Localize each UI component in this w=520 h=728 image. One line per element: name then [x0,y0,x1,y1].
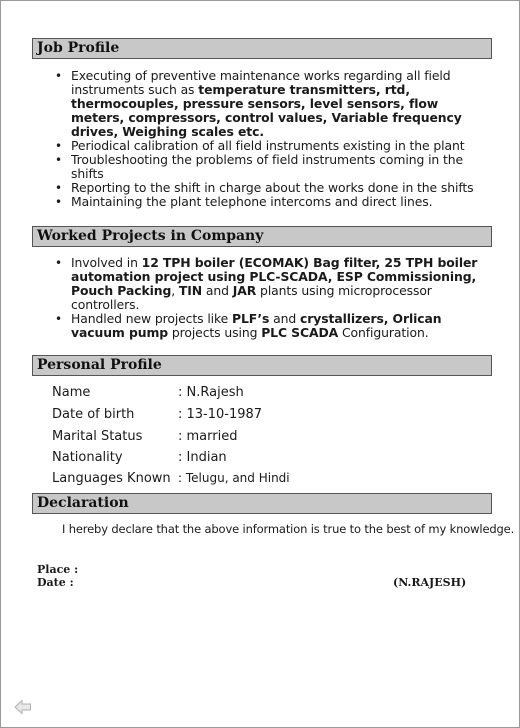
profile-value: : N.Rajesh [178,385,244,400]
worked-projects-list [53,256,493,340]
profile-label: Name [52,385,91,400]
section-heading-personal-profile: Personal Profile [32,355,492,376]
profile-value: : Telugu, and Hindi [178,471,290,485]
text: projects using [168,325,262,340]
text: , [171,283,179,298]
text: Troubleshooting the problems of field instruments coming in the shifts [71,152,464,181]
text: Executing of preventive maintenance works regarding all field instruments such as [71,68,451,97]
bold-text: temperature transmitters, rtd, thermocouples, pressure sensors, level sensors, flow meters, compressors, control values, Variable frequency drives, Weighing scales etc. [71,82,462,139]
signature-name: (N.RAJESH) [393,576,467,589]
profile-label: Languages Known [52,471,171,486]
bold-text: crystallizers, Orlican vacuum pump [71,311,442,340]
text: Periodical calibration of all field instruments existing in the plant [71,138,465,153]
section-heading-declaration: Declaration [32,493,492,514]
section-heading-job-profile: Job Profile [32,38,492,59]
text: Handled new projects like [71,311,233,326]
bullet-item [53,139,493,153]
bold-text: PLC SCADA [261,325,339,340]
bold-text: 12 TPH boiler (ECOMAK) Bag filter, 25 TPH boiler automation project using PLC-SCADA, ESP Commissioning, Pouch Packing [71,255,478,298]
bullet-item [53,181,493,195]
section-heading-worked-projects: Worked Projects in Company [32,226,492,247]
declaration-text: I hereby declare that the above information is true to the best of my knowledge. [62,522,515,536]
profile-label: Nationality [52,450,123,465]
profile-value: : married [178,429,238,444]
back-arrow-icon[interactable] [14,699,32,715]
bold-text: TIN [178,283,203,298]
bullet-item [53,256,493,312]
job-profile-list [53,69,493,209]
profile-value: : 13-10-1987 [178,407,263,422]
date-label: Date : [37,576,74,589]
bullet-item [53,153,493,181]
bullet-item [53,195,493,209]
bullet-item [53,69,493,139]
bullet-item [53,312,493,340]
text: and [269,311,300,326]
text: Involved in [71,255,142,270]
bold-text: JAR [232,283,257,298]
text: Maintaining the plant telephone intercoms and direct lines. [71,194,433,209]
place-label: Place : [37,563,79,576]
text: and [202,283,233,298]
profile-value: : Indian [178,450,227,465]
text: plants using microprocessor controllers. [71,283,432,312]
bold-text: PLF’s [232,311,270,326]
text: Reporting to the shift in charge about the works done in the shifts [71,180,474,195]
profile-label: Date of birth [52,407,135,422]
text: Configuration. [338,325,429,340]
profile-label: Marital Status [52,429,143,444]
